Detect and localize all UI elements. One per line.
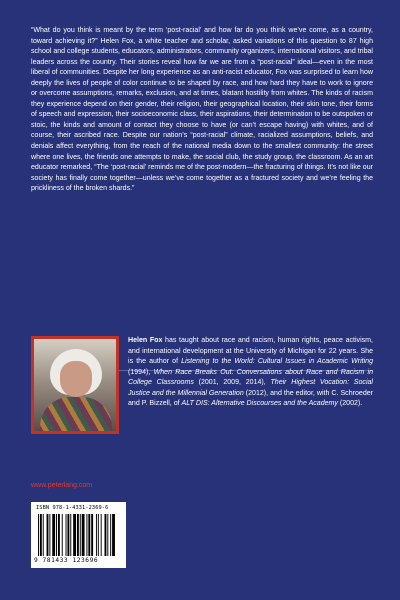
barcode-digits: 9 781433 123696 — [34, 557, 99, 564]
back-cover-blurb: “What do you think is meant by the term ‘post-racial’ and how far do you think we’ve come, as a country, toward achieving it?” Helen Fox, a white teacher and scholar, asked variations of this question to 87 high school and college students, educators, administrators, community organizers, international visitors, and tribal leaders across the country. Their stories reveal how far we are from a “post-racial” ideal—even in the most liberal of communities. Despite her long experience as an anti-racist educator, Fox was surprised to learn how deeply the lives of people of color continue to be shaped by race, and how hard they have to work to ignore or overcome assumptions, remarks, exclusion, and at times, blatant hostility from whites. The kinds of racism they experience depend on their gender, their religion, their geographical location, their skin tone, their forms of speech and expression, their socioeconomic class, their aspirations, their determination to be outspoken or stoic, the kinds and amount of contact they choose to have (or can’t escape having) with whites, and of course, their ascribed race. Despite our nation’s “post-racial” climate, racialized assumptions, beliefs, and denials affect everything, from the reach of the national media down to the smallest community: the street where one lives, the friends one attempts to make, the social club, the study group, the classroom. As an art educator remarked, “The ‘post-racial’ reminds me of the post-modern—the fracturing of things. It’s not like our society has finally come together—unless we’ve come together as a fractured society and we’re feeling the prickliness of the broken shards.” — [31, 27, 373, 193]
bio-text: (2012), and the editor, with C. Schroeder and P. Bizzell, of — [128, 389, 373, 408]
author-photo — [31, 336, 119, 434]
book-title: Listening to the World: Cultural Issues in Academic Writing — [181, 358, 373, 366]
barcode-bars — [38, 514, 120, 556]
isbn-barcode — [31, 502, 126, 568]
author-bio — [128, 336, 373, 410]
author-portrait-image — [34, 339, 116, 431]
bio-text: (1994), — [128, 368, 154, 376]
bio-text: has taught about race and racism, human rights, peace activism, and international development at the University of Michigan for 22 years. She is the author of — [128, 337, 373, 366]
bio-text: (2002). — [337, 400, 363, 408]
isbn-label: ISBN 978-1-4331-2369-6 — [36, 505, 109, 511]
bio-text: (2001, 2009, 2014), — [193, 379, 271, 387]
publisher-url[interactable]: www.peterlang.com — [31, 482, 93, 489]
book-title: When Race Breaks Out: Conversations about Race and Racism in College Classrooms — [128, 368, 373, 387]
book-title: ALT DIS: Alternative Discourses and the Academy — [181, 400, 338, 408]
author-name: Helen Fox — [128, 337, 163, 344]
book-title: Their Highest Vocation: Social Justice and the Millennial Generation — [128, 379, 373, 397]
